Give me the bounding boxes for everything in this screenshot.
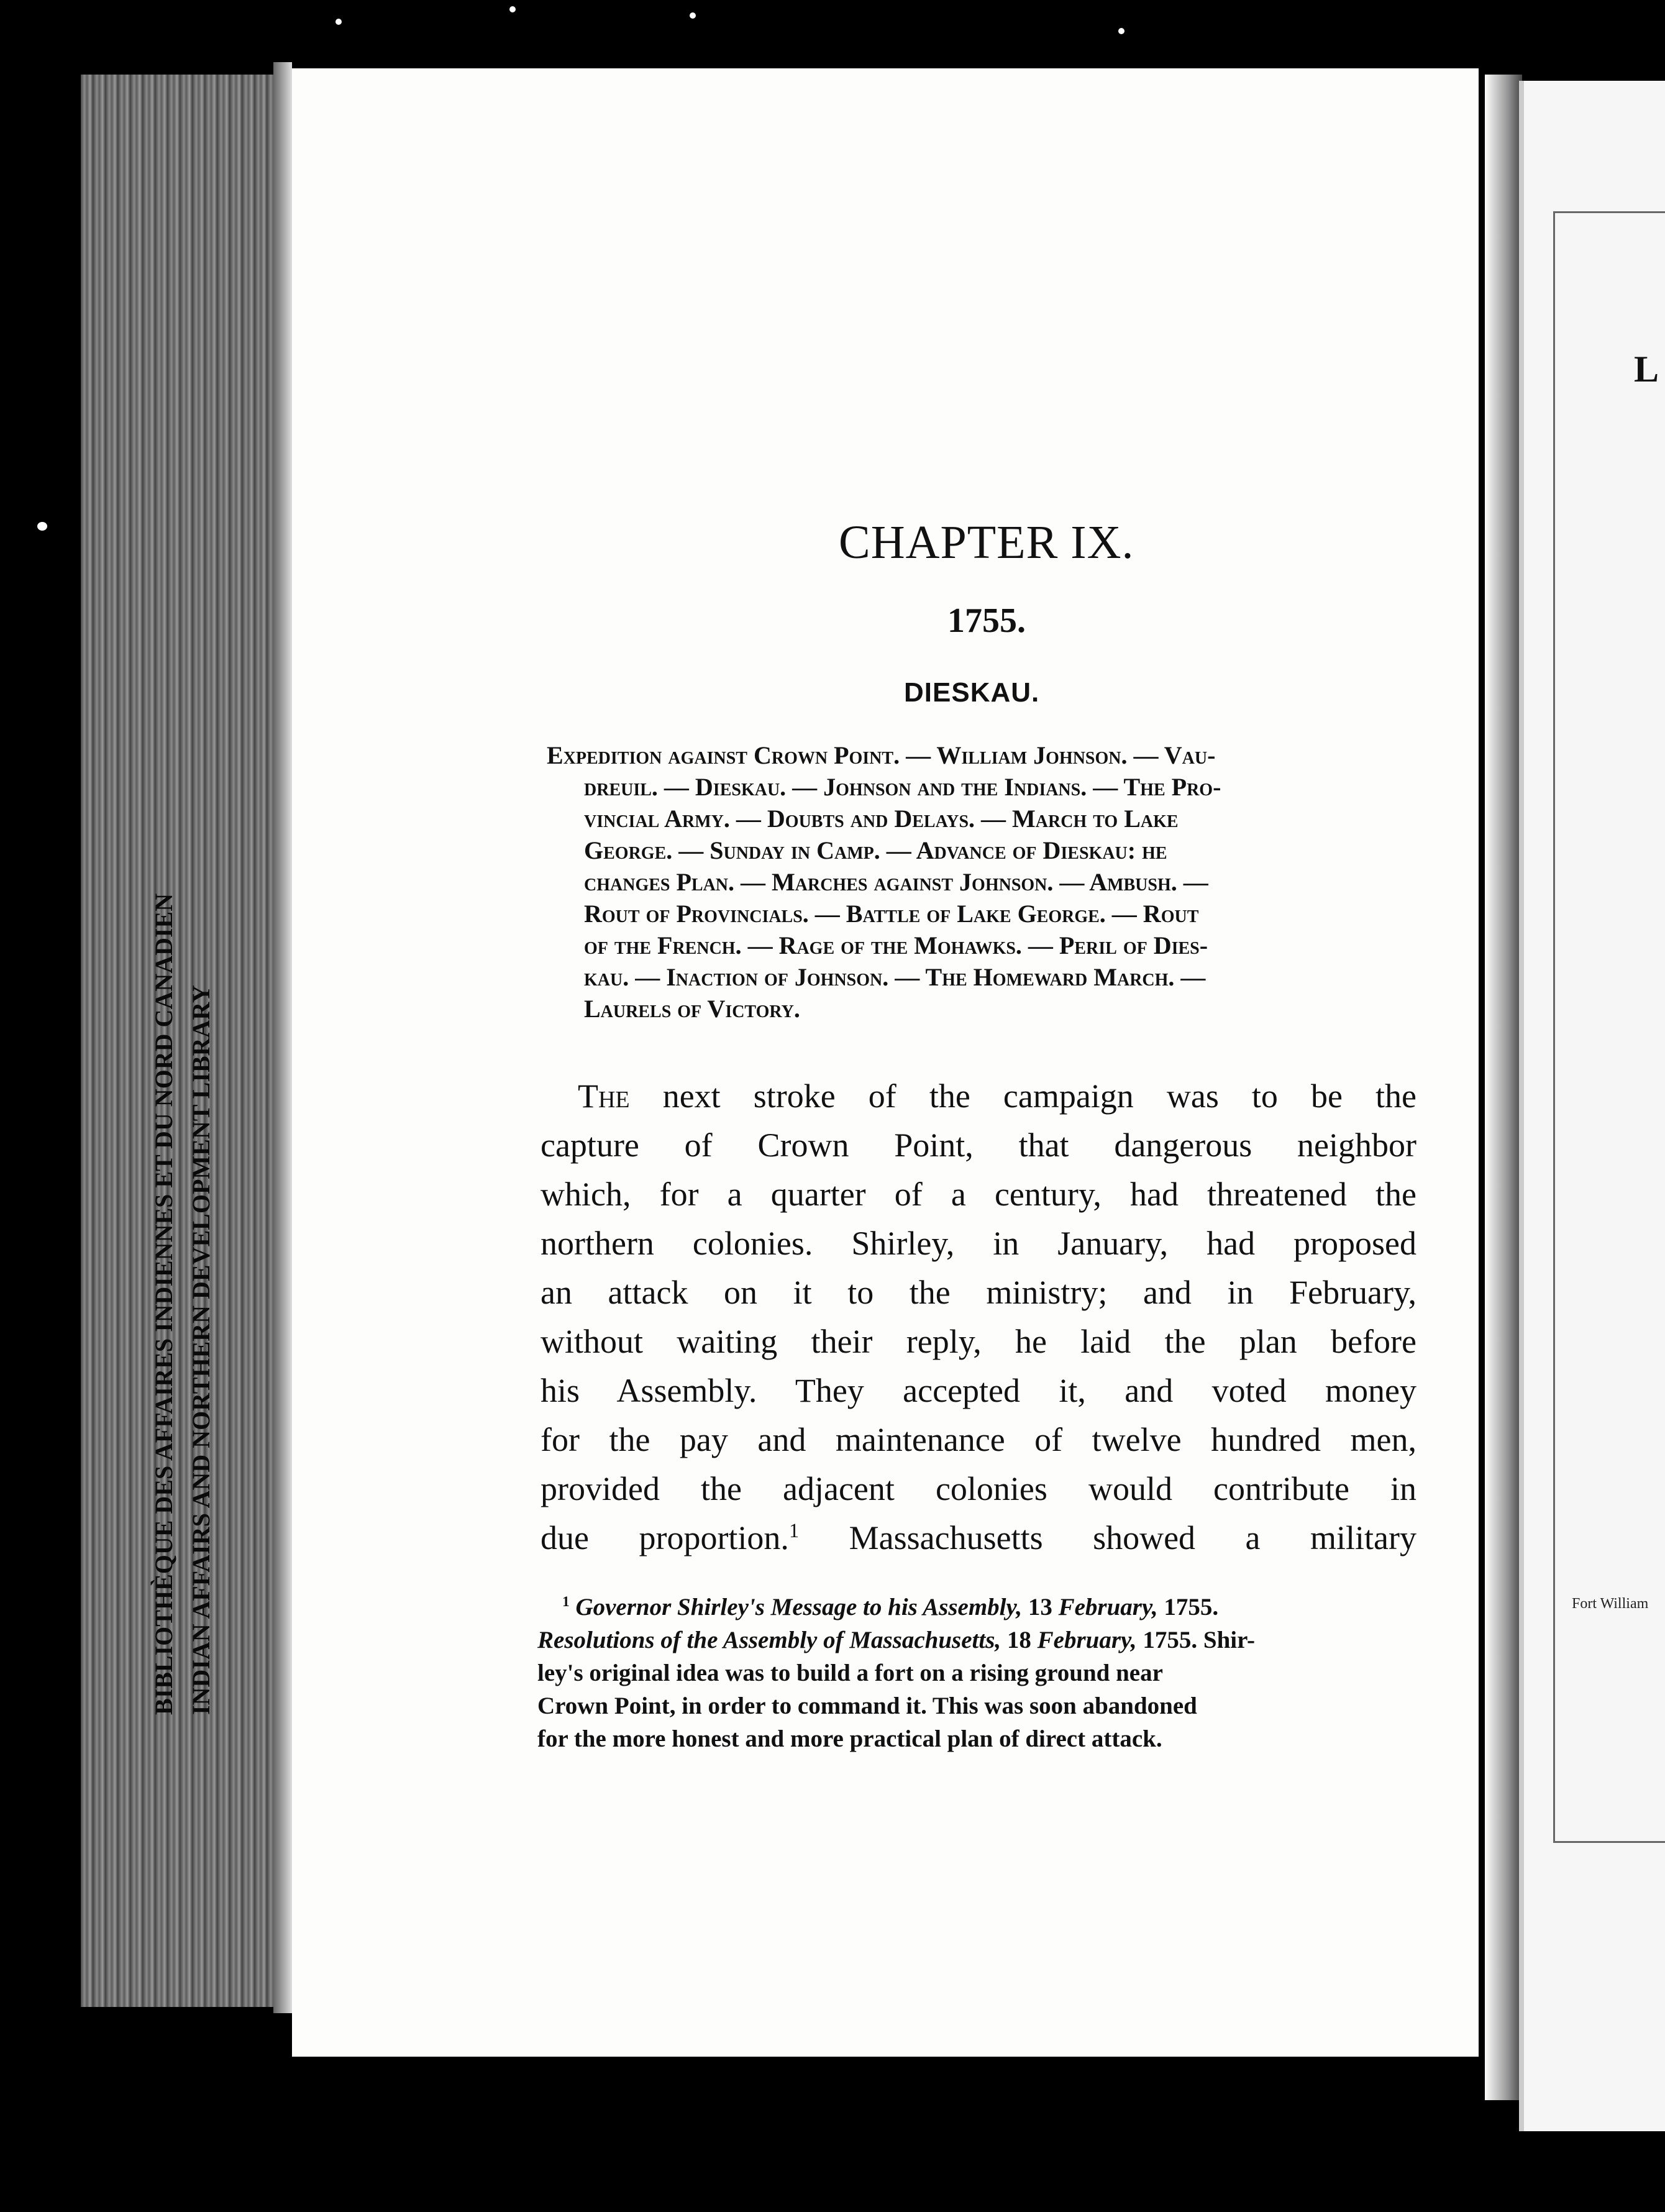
body-line: for the pay and maintenance of twelve hundred men,	[541, 1421, 1416, 1458]
footnote-citation: February,	[1058, 1594, 1158, 1620]
synopsis-line: Laurels of Victory.	[584, 995, 800, 1023]
stamp-line-2: BIBLIOTHÈQUE DES AFFAIRES INDIENNES ET DU NORD CANADIEN	[150, 893, 178, 1715]
footnote-text: 13	[1022, 1594, 1059, 1620]
body-line: provided the adjacent colonies would contribute in	[541, 1470, 1416, 1507]
footnote-number: 1	[562, 1594, 570, 1610]
synopsis-line: Rout of Provincials. — Battle of Lake George. — Rout	[584, 900, 1199, 928]
synopsis-line: kau. — Inaction of Johnson. — The Homeward March. —	[584, 963, 1206, 991]
body-text-segment: due proportion.	[541, 1519, 789, 1556]
chapter-title: CHAPTER IX.	[839, 516, 1134, 569]
body-line: without waiting their reply, he laid the plan before	[541, 1323, 1416, 1360]
body-line	[541, 1514, 1416, 1563]
speck	[690, 12, 696, 19]
synopsis-line: George. — Sunday in Camp. — Advance of Dieskau: he	[584, 836, 1167, 864]
stamp-line-1: INDIAN AFFAIRS AND NORTHERN DEVELOPMENT LIBRARY	[187, 985, 215, 1715]
footnote-line: Crown Point, in order to command it. This was soon abandoned	[537, 1693, 1197, 1719]
synopsis-line: changes Plan. — Marches against Johnson. — Ambush. —	[584, 868, 1208, 896]
body-line	[541, 1072, 1416, 1121]
lead-word: The	[578, 1077, 630, 1115]
top-border	[0, 0, 1665, 68]
footnote-citation: February,	[1037, 1627, 1137, 1653]
footnote-text: 1755.	[1157, 1594, 1219, 1620]
chapter-subtitle: DIESKAU.	[904, 677, 1040, 708]
chapter-year: 1755.	[947, 601, 1026, 640]
body-paragraph	[541, 1072, 1416, 1563]
footnote-line: ley's original idea was to build a fort on a rising ground near	[537, 1660, 1163, 1686]
speck	[1118, 28, 1124, 34]
footnote-citation: Resolutions of the Assembly of Massachusetts,	[537, 1627, 1001, 1653]
chapter-synopsis	[547, 739, 1416, 1025]
body-line: which, for a quarter of a century, had threatened the	[541, 1176, 1416, 1213]
spine-shadow	[273, 62, 292, 2013]
footnote-text: 18	[1001, 1627, 1038, 1653]
first-line-text: next stroke of the campaign was to be the	[629, 1077, 1416, 1115]
gutter-shadow	[1485, 75, 1522, 2100]
footnote-line	[537, 1591, 1420, 1624]
body-line: northern colonies. Shirley, in January, had proposed	[541, 1225, 1416, 1262]
synopsis-line: Expedition against Crown Point. — William Johnson. — Vau-	[547, 741, 1216, 769]
synopsis-line: of the French. — Rage of the Mohawks. — Peril of Dies-	[584, 931, 1208, 959]
footnote-reference: 1	[788, 1520, 800, 1542]
facing-page-letter: L	[1634, 349, 1659, 390]
speck	[37, 522, 47, 531]
footnote-citation: Governor Shirley's Message to his Assembly,	[575, 1594, 1023, 1620]
body-line: his Assembly. They accepted it, and voted money	[541, 1372, 1416, 1409]
footnote-line: for the more honest and more practical plan of direct attack.	[537, 1725, 1162, 1752]
footnote	[537, 1591, 1420, 1755]
speck	[509, 6, 516, 12]
library-stamp	[150, 893, 220, 1715]
synopsis-line: vincial Army. — Doubts and Delays. — March to Lake	[584, 805, 1179, 833]
body-line: capture of Crown Point, that dangerous neighbor	[541, 1127, 1416, 1164]
footnote-line	[537, 1624, 1420, 1657]
body-line: an attack on it to the ministry; and in February,	[541, 1274, 1416, 1311]
synopsis-line: dreuil. — Dieskau. — Johnson and the Indians. — The Pro-	[584, 773, 1221, 801]
book-page	[292, 68, 1479, 2057]
speck	[335, 19, 342, 25]
footnote-text: 1755. Shir-	[1136, 1627, 1255, 1653]
facing-page-caption: Fort William	[1572, 1596, 1649, 1612]
body-text-segment: Massachusetts showed a military	[799, 1519, 1416, 1556]
